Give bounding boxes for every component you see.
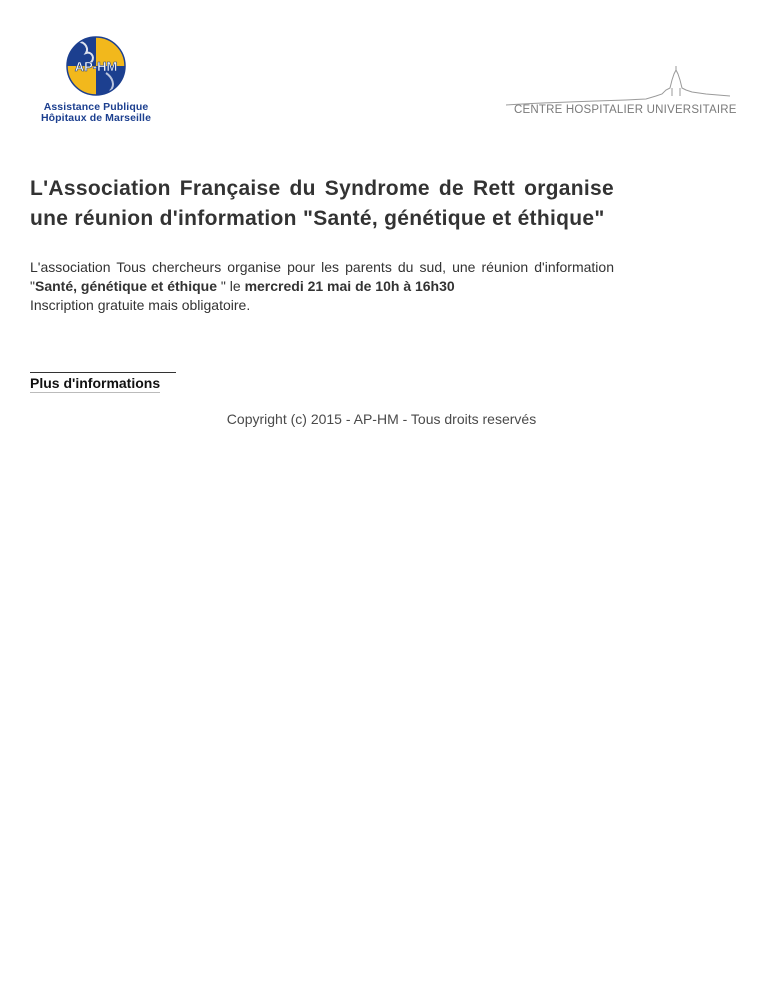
page-title: L'Association Française du Syndrome de Rett organise une réunion d'information "Santé, génétique et éthique" [30,177,614,230]
news-article [30,174,614,315]
body-connector: " le [217,278,245,294]
aphm-logo[interactable] [36,30,156,130]
more-info-link[interactable]: Plus d'informations [30,375,161,391]
logo-line-2: Hôpitaux de Marseille [40,112,152,124]
event-date: mercredi 21 mai de 10h à 16h30 [244,278,455,294]
registration-note: Inscription gratuite mais obligatoire. [30,297,251,313]
article-body [30,258,614,315]
logo-line-1: Assistance Publique [43,101,149,113]
logo-monogram: AP-HM [74,59,118,74]
event-name: Santé, génétique et éthique [34,278,218,294]
footer-copyright: Copyright (c) 2015 - AP-HM - Tous droits reservés [226,411,537,427]
more-info-container [30,372,176,393]
page-header [0,0,768,140]
aphm-emblem-icon [66,33,126,99]
body-intro: L'association Tous chercheurs organise pour les parents du sud, une réunion d'information " [30,259,614,294]
chu-logo[interactable] [506,66,737,122]
chu-label: CENTRE HOSPITALIER UNIVERSITAIRE [514,104,737,116]
marseille-skyline-icon [506,66,730,106]
logo-wordmark [36,102,156,124]
